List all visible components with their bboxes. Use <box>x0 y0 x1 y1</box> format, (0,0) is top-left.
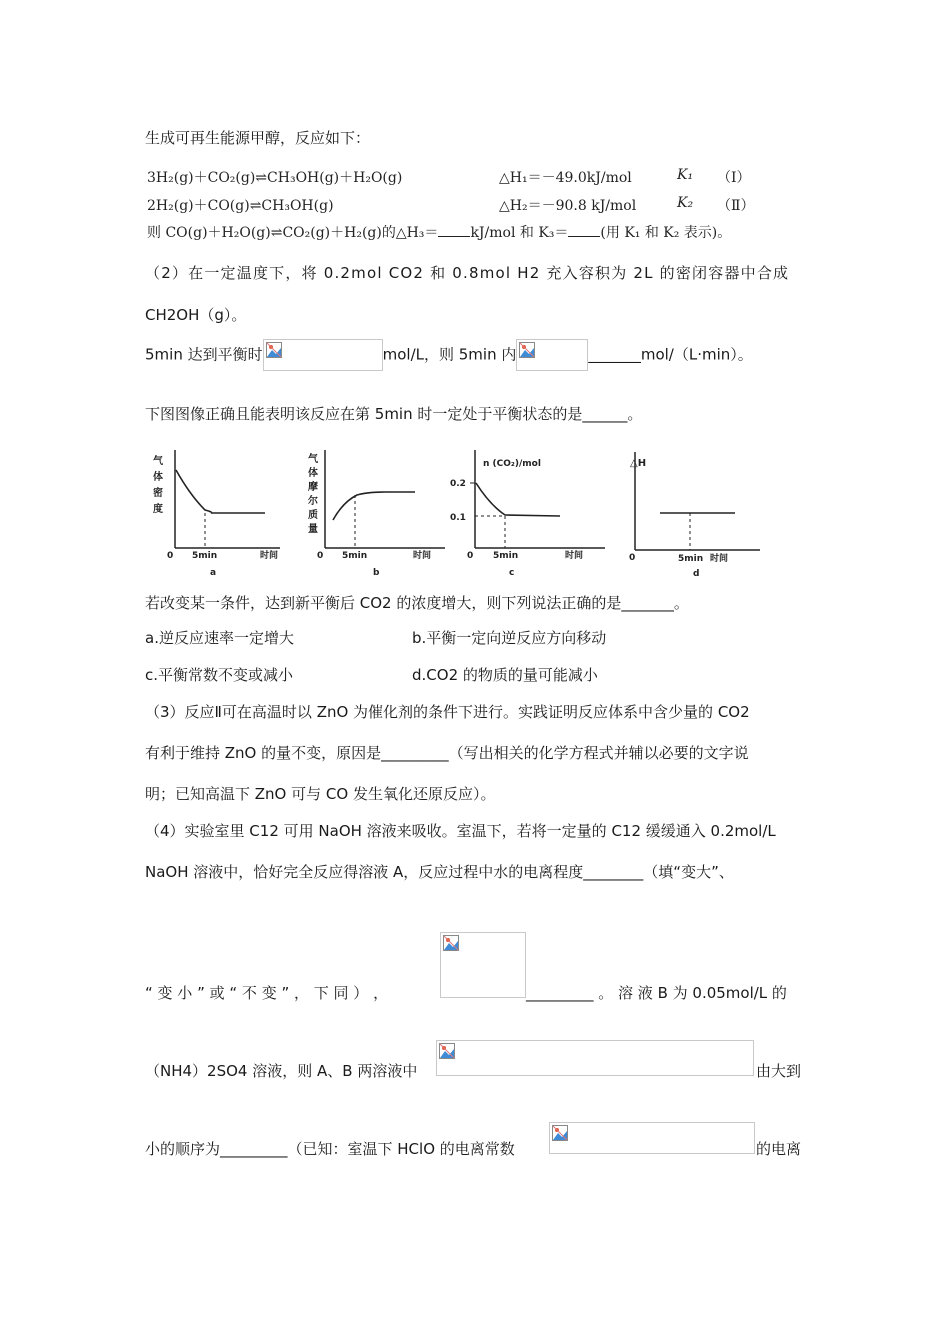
equation-3-blank-2 <box>568 224 600 237</box>
chart-a-ylabel-4: 度 <box>153 504 163 515</box>
chart-d-caption: d <box>693 569 700 579</box>
chart-c-caption: c <box>509 568 515 578</box>
broken-image-icon <box>439 1043 455 1059</box>
broken-image-1 <box>263 339 383 371</box>
q2-line-4: 下图图像正确且能表明该反应在第 5min 时一定处于平衡状态的是______。 <box>145 405 643 423</box>
chart-c-y1: 0.2 <box>450 479 466 489</box>
charts-figure <box>145 440 765 582</box>
chart-a-ylabel-2: 体 <box>153 472 163 483</box>
broken-image-icon <box>519 342 535 358</box>
equation-2-k: K₂ <box>677 195 694 211</box>
broken-image-2 <box>516 339 588 371</box>
chart-b-ylabel-6: 量 <box>308 524 318 535</box>
equation-3-suffix: (用 K₁ 和 K₂ 表示)。 <box>600 225 732 241</box>
q4-line-3-b: _________ 。 溶 液 B 为 0.05mol/L 的 <box>526 984 787 1002</box>
option-b: b.平衡一定向逆反应方向移动 <box>412 629 607 647</box>
q4-line-3-a: “ 变 小 ” 或 “ 不 变 ” ， 下 同 ） ， <box>145 984 389 1002</box>
q4-line-5-a: 小的顺序为_________（已知：室温下 HClO 的电离常数 <box>145 1140 515 1158</box>
option-a: a.逆反应速率一定增大 <box>145 629 294 647</box>
chart-c-xlabel: 时间 <box>565 551 584 561</box>
chart-b-ylabel-4: 尔 <box>308 496 318 507</box>
equation-3-prefix: 则 CO(g)＋H₂O(g)⇌CO₂(g)＋H₂(g)的△H₃＝ <box>147 225 439 241</box>
chart-c-y2: 0.1 <box>450 513 466 523</box>
q4-line-4-b: 由大到 <box>756 1062 802 1080</box>
equation-2-reaction: 2H₂(g)＋CO(g)⇌CH₃OH(g) <box>147 198 334 214</box>
chart-b-tick: 5min <box>342 551 368 561</box>
q2b-line-1: 若改变某一条件，达到新平衡后 CO2 的浓度增大，则下列说法正确的是_______。 <box>145 594 689 612</box>
equation-1-enthalpy: △H₁＝－49.0kJ/mol <box>499 170 632 186</box>
chart-a <box>153 450 280 578</box>
broken-image-icon <box>552 1125 568 1141</box>
option-d: d.CO2 的物质的量可能减小 <box>412 666 598 684</box>
chart-a-caption: a <box>210 568 217 578</box>
chart-b-caption: b <box>373 568 380 578</box>
chart-b-ylabel-5: 质 <box>308 510 318 521</box>
broken-image-4 <box>436 1040 754 1076</box>
q2-line-3-a: 5min 达到平衡时 <box>145 345 263 364</box>
chart-c-tick: 5min <box>493 551 519 561</box>
q2-line-3-c: _______mol/（L·min）。 <box>588 345 753 364</box>
chart-d-xlabel: 时间 <box>710 554 729 564</box>
chart-c-origin: 0 <box>467 551 474 561</box>
broken-image-3 <box>440 932 526 998</box>
chart-d-origin: 0 <box>629 553 636 563</box>
chart-d <box>629 452 760 579</box>
chart-a-ylabel-1: 气 <box>153 456 163 467</box>
q4-line-1: （4）实验室里 C12 可用 NaOH 溶液来吸收。室温下，若将一定量的 C12 缓缓通入 0.2mol/L <box>145 822 776 840</box>
chart-b-ylabel-1: 气 <box>308 454 318 465</box>
chart-b-xlabel: 时间 <box>413 551 432 561</box>
broken-image-icon <box>443 935 459 951</box>
chart-a-origin: 0 <box>167 551 174 561</box>
q3-line-2: 有利于维持 ZnO 的量不变，原因是_________（写出相关的化学方程式并辅以必要的文字说 <box>145 744 749 762</box>
q2-line-2: CH2OH（g）。 <box>145 306 247 324</box>
chart-b <box>307 450 445 578</box>
intro-text: 生成可再生能源甲醇，反应如下： <box>145 129 371 147</box>
equation-1-number: （Ⅰ） <box>717 170 751 186</box>
chart-a-xlabel: 时间 <box>260 551 279 561</box>
q2-line-3 <box>145 339 753 371</box>
equation-1-k: K₁ <box>677 167 694 183</box>
chart-b-ylabel-3: 摩 <box>308 482 318 493</box>
q2-line-3-b: mol/L，则 5min 内 <box>382 345 517 364</box>
option-c: c.平衡常数不变或减小 <box>145 666 294 684</box>
chart-a-ylabel-3: 密 <box>153 488 163 499</box>
q2-line-1: （2）在一定温度下，将 0.2mol CO2 和 0.8mol H2 充入容积为 2L 的密闭容器中合成 <box>145 264 790 282</box>
q3-line-3: 明；已知高温下 ZnO 可与 CO 发生氧化还原反应）。 <box>145 785 496 803</box>
equation-3-mid: kJ/mol 和 K₃＝ <box>470 225 569 241</box>
chart-a-tick: 5min <box>192 551 218 561</box>
broken-image-icon <box>266 342 282 358</box>
chart-c-ylabel: n (CO₂)/mol <box>483 459 541 469</box>
q4-line-2: NaOH 溶液中，恰好完全反应得溶液 A，反应过程中水的电离程度________（填“变大”、 <box>145 863 734 881</box>
chart-b-origin: 0 <box>317 551 324 561</box>
q4-line-5-b: 的电离 <box>756 1140 802 1158</box>
broken-image-5 <box>549 1122 755 1154</box>
chart-d-tick: 5min <box>678 554 704 564</box>
equation-2-enthalpy: △H₂＝－90.8 kJ/mol <box>499 198 637 214</box>
equation-2-number: （Ⅱ） <box>717 198 755 214</box>
q3-line-1: （3）反应Ⅱ可在高温时以 ZnO 为催化剂的条件下进行。实践证明反应体系中含少量的 CO2 <box>145 703 750 721</box>
chart-b-ylabel-2: 体 <box>308 468 318 479</box>
chart-d-ylabel: △H <box>630 458 647 469</box>
equation-3-blank-1 <box>438 224 470 237</box>
q4-line-4-a: （NH4）2SO4 溶液，则 A、B 两溶液中 <box>145 1062 418 1080</box>
equation-1-reaction: 3H₂(g)＋CO₂(g)⇌CH₃OH(g)＋H₂O(g) <box>147 170 403 186</box>
chart-c <box>450 450 605 578</box>
